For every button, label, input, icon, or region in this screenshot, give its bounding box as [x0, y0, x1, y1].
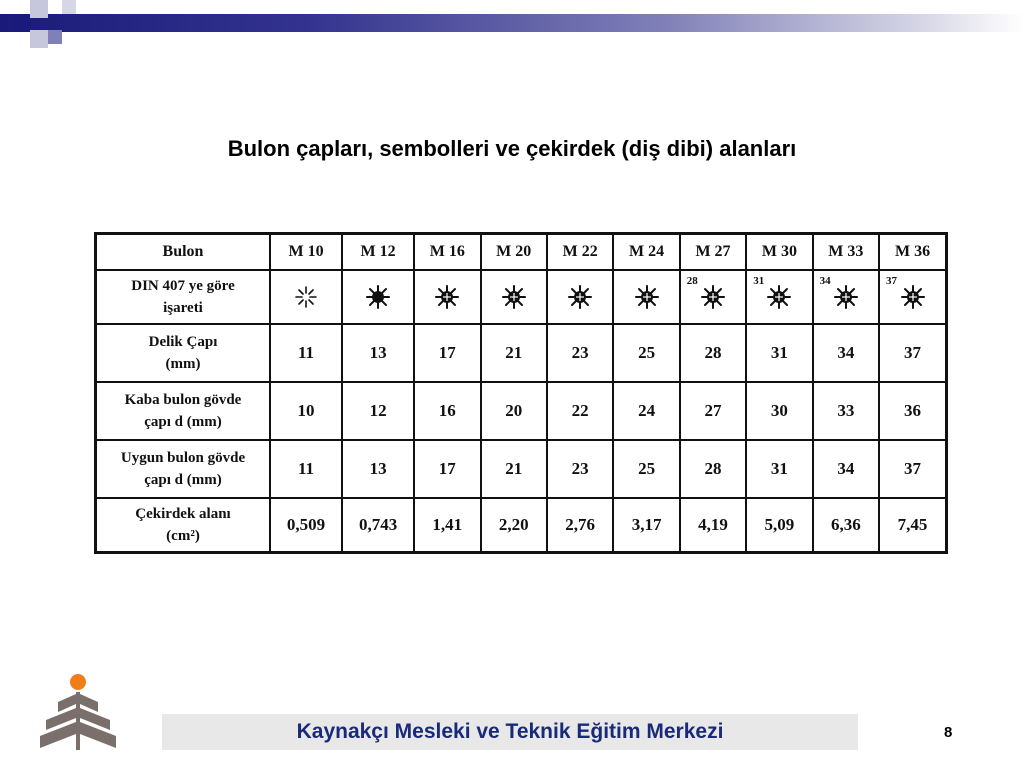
fit-diameter-cell: 23 — [547, 440, 613, 498]
mark-number: 31 — [753, 275, 765, 287]
hole-diameter-cell: 23 — [547, 324, 613, 382]
rough-diameter-cell: 16 — [414, 382, 480, 440]
star-cross-icon — [434, 284, 460, 310]
star-cross-icon — [634, 284, 660, 310]
core-area-cell: 5,09 — [746, 498, 812, 553]
star-cross-icon — [833, 284, 859, 310]
rough-diameter-cell: 36 — [879, 382, 946, 440]
fit-diameter-cell: 13 — [342, 440, 414, 498]
bolt-size-cell: M 12 — [342, 234, 414, 271]
hole-diameter-cell: 25 — [613, 324, 679, 382]
row-header-mark-line2: işareti — [163, 300, 203, 316]
bolt-size-cell: M 22 — [547, 234, 613, 271]
row-header-fit — [96, 440, 271, 498]
mark-cell — [746, 270, 812, 324]
row-header-hole — [96, 324, 271, 382]
row-header-hole-line1: Delik Çapı — [148, 334, 218, 350]
fit-diameter-cell: 25 — [613, 440, 679, 498]
mark-cell — [414, 270, 480, 324]
bolt-size-cell: M 16 — [414, 234, 480, 271]
core-area-cell: 6,36 — [813, 498, 879, 553]
header-square-light — [30, 30, 48, 48]
row-header-fit-line2: çapı d (mm) — [144, 472, 222, 488]
mark-cell — [547, 270, 613, 324]
star-burst-icon — [365, 284, 391, 310]
row-header-bolt: Bulon — [96, 234, 271, 271]
bolt-spec-table — [94, 232, 948, 554]
header-square-dark — [12, 14, 30, 32]
hole-diameter-cell: 37 — [879, 324, 946, 382]
mark-number: 34 — [819, 275, 831, 287]
core-area-cell: 0,743 — [342, 498, 414, 553]
star-outline-icon — [293, 284, 319, 310]
fit-diameter-cell: 34 — [813, 440, 879, 498]
star-cross-icon — [700, 284, 726, 310]
fit-diameter-cell: 37 — [879, 440, 946, 498]
bolt-size-cell: M 24 — [613, 234, 679, 271]
bolt-size-cell: M 33 — [813, 234, 879, 271]
mark-number: 37 — [886, 275, 898, 287]
mark-cell — [481, 270, 547, 324]
core-area-cell: 2,20 — [481, 498, 547, 553]
row-header-core-line2: (cm²) — [166, 528, 200, 544]
row-header-rough-line2: çapı d (mm) — [144, 414, 222, 430]
row-header-core — [96, 498, 271, 553]
bolt-size-cell: M 27 — [680, 234, 746, 271]
hole-diameter-cell: 28 — [680, 324, 746, 382]
mark-number: 28 — [686, 275, 698, 287]
row-header-hole-line2: (mm) — [165, 356, 201, 372]
rough-diameter-cell: 22 — [547, 382, 613, 440]
fit-diameter-cell: 31 — [746, 440, 812, 498]
header-square-light — [62, 0, 76, 14]
star-cross-icon — [766, 284, 792, 310]
table-row-hole — [96, 324, 947, 382]
rough-diameter-cell: 10 — [270, 382, 342, 440]
star-cross-icon — [900, 284, 926, 310]
hole-diameter-cell: 21 — [481, 324, 547, 382]
rough-diameter-cell: 24 — [613, 382, 679, 440]
core-area-cell: 3,17 — [613, 498, 679, 553]
hole-diameter-cell: 31 — [746, 324, 812, 382]
row-header-mark-line1: DIN 407 ye göre — [131, 278, 235, 294]
header-square-light — [30, 0, 48, 18]
bolt-size-cell: M 36 — [879, 234, 946, 271]
row-header-fit-line1: Uygun bulon gövde — [120, 450, 246, 466]
rough-diameter-cell: 30 — [746, 382, 812, 440]
hole-diameter-cell: 34 — [813, 324, 879, 382]
rough-diameter-cell: 33 — [813, 382, 879, 440]
rough-diameter-cell: 12 — [342, 382, 414, 440]
core-area-cell: 0,509 — [270, 498, 342, 553]
core-area-cell: 7,45 — [879, 498, 946, 553]
row-header-core-line1: Çekirdek alanı — [135, 506, 231, 522]
slide-title: Bulon çapları, sembolleri ve çekirdek (diş dibi) alanları — [227, 136, 797, 161]
footer-organization-name: Kaynakçı Mesleki ve Teknik Eğitim Merkezi — [296, 720, 724, 743]
mark-cell — [613, 270, 679, 324]
fit-diameter-cell: 21 — [481, 440, 547, 498]
fit-diameter-cell: 17 — [414, 440, 480, 498]
fit-diameter-cell: 11 — [270, 440, 342, 498]
core-area-cell: 4,19 — [680, 498, 746, 553]
mark-cell — [813, 270, 879, 324]
fit-diameter-cell: 28 — [680, 440, 746, 498]
core-area-cell: 2,76 — [547, 498, 613, 553]
rough-diameter-cell: 20 — [481, 382, 547, 440]
mark-cell — [342, 270, 414, 324]
table-row-fit — [96, 440, 947, 498]
table-row-bolt — [96, 234, 947, 271]
row-header-rough — [96, 382, 271, 440]
header-square-mid — [48, 30, 62, 44]
page-number: 8 — [944, 724, 953, 741]
mark-cell — [270, 270, 342, 324]
hole-diameter-cell: 13 — [342, 324, 414, 382]
table-row-rough — [96, 382, 947, 440]
hole-diameter-cell: 17 — [414, 324, 480, 382]
book-tree-logo-icon — [36, 672, 120, 756]
mark-cell — [680, 270, 746, 324]
mark-cell — [879, 270, 946, 324]
core-area-cell: 1,41 — [414, 498, 480, 553]
bolt-size-cell: M 20 — [481, 234, 547, 271]
row-header-rough-line1: Kaba bulon gövde — [124, 392, 242, 408]
bolt-size-cell: M 10 — [270, 234, 342, 271]
header-gradient-bar — [0, 14, 1024, 32]
rough-diameter-cell: 27 — [680, 382, 746, 440]
bolt-size-cell: M 30 — [746, 234, 812, 271]
star-cross-icon — [567, 284, 593, 310]
table-row-core — [96, 498, 947, 553]
star-cross-icon — [501, 284, 527, 310]
row-header-mark — [96, 270, 271, 324]
table-row-mark — [96, 270, 947, 324]
hole-diameter-cell: 11 — [270, 324, 342, 382]
